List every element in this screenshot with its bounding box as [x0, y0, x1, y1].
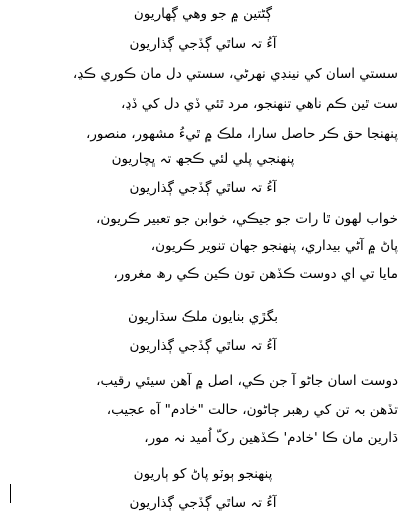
verse-line-7: آءُ تہ ساٿي ڳڏجي ڳذاريون	[129, 180, 277, 196]
verse-line-4: ست ٿين ڪم ناهي تنهنجو، مرد ٿئي ڏي دل کي ڏڍ،	[121, 96, 398, 112]
verse-line-16: پنهنجو ٻوٽو پاڻ کو ٻاريون	[133, 466, 273, 482]
verse-line-3: سستي اسان کي نينڊي نهرڻي، سستي دل مان ڪوري ڪڍ،	[72, 66, 398, 82]
verse-line-5: پنهنجا حق ڪر حاصل سارا، ملڪ ۾ ٿيءُ مشهور، منصور،	[86, 126, 398, 142]
verse-line-6: پنهنجي پلي لئي ڪجھ تہ ڀچاريون	[111, 151, 295, 167]
verse-line-15: ڌارين مان ڪا 'خادم' ڪڏهين رکّ اُميد نہ مور،	[144, 430, 398, 446]
verse-line-2: آءُ تہ ساٿي ڳڏجي ڳذاريون	[129, 36, 277, 52]
verse-line-13: دوست اسان جاڻو آ جن ڪي، اصل ۾ آهن سيئي رقيب،	[96, 373, 398, 389]
verse-line-10: مايا تي اي دوست ڪڏهن تون ڪين ڪي رھ مغرور،	[113, 266, 398, 282]
verse-line-11: بگڙي بنايون ملڪ سڌاريون	[128, 309, 278, 325]
verse-line-8: خواب لهون ٿا رات جو جيڪي، خوابن جو تعبير ڪريون،	[95, 211, 398, 227]
verse-line-17: آءُ تہ ساٿي ڳڏجي ڳذاريون	[129, 495, 277, 511]
verse-line-9: پاڻ ۾ آڻي بيداري، پنهنجو جهان تنوير ڪريون،	[150, 238, 398, 254]
verse-line-12: آءُ تہ ساٿي ڳڏجي ڳذاريون	[129, 338, 277, 354]
verse-line-1: ڳڻتين ۾ جو وهي ڳهاريون	[133, 6, 273, 22]
verse-line-14: تڏهن بہ تن کي رهبر ڄاڻون، حالت "خادم" آه عجيب،	[106, 402, 398, 418]
text-cursor	[10, 484, 11, 503]
